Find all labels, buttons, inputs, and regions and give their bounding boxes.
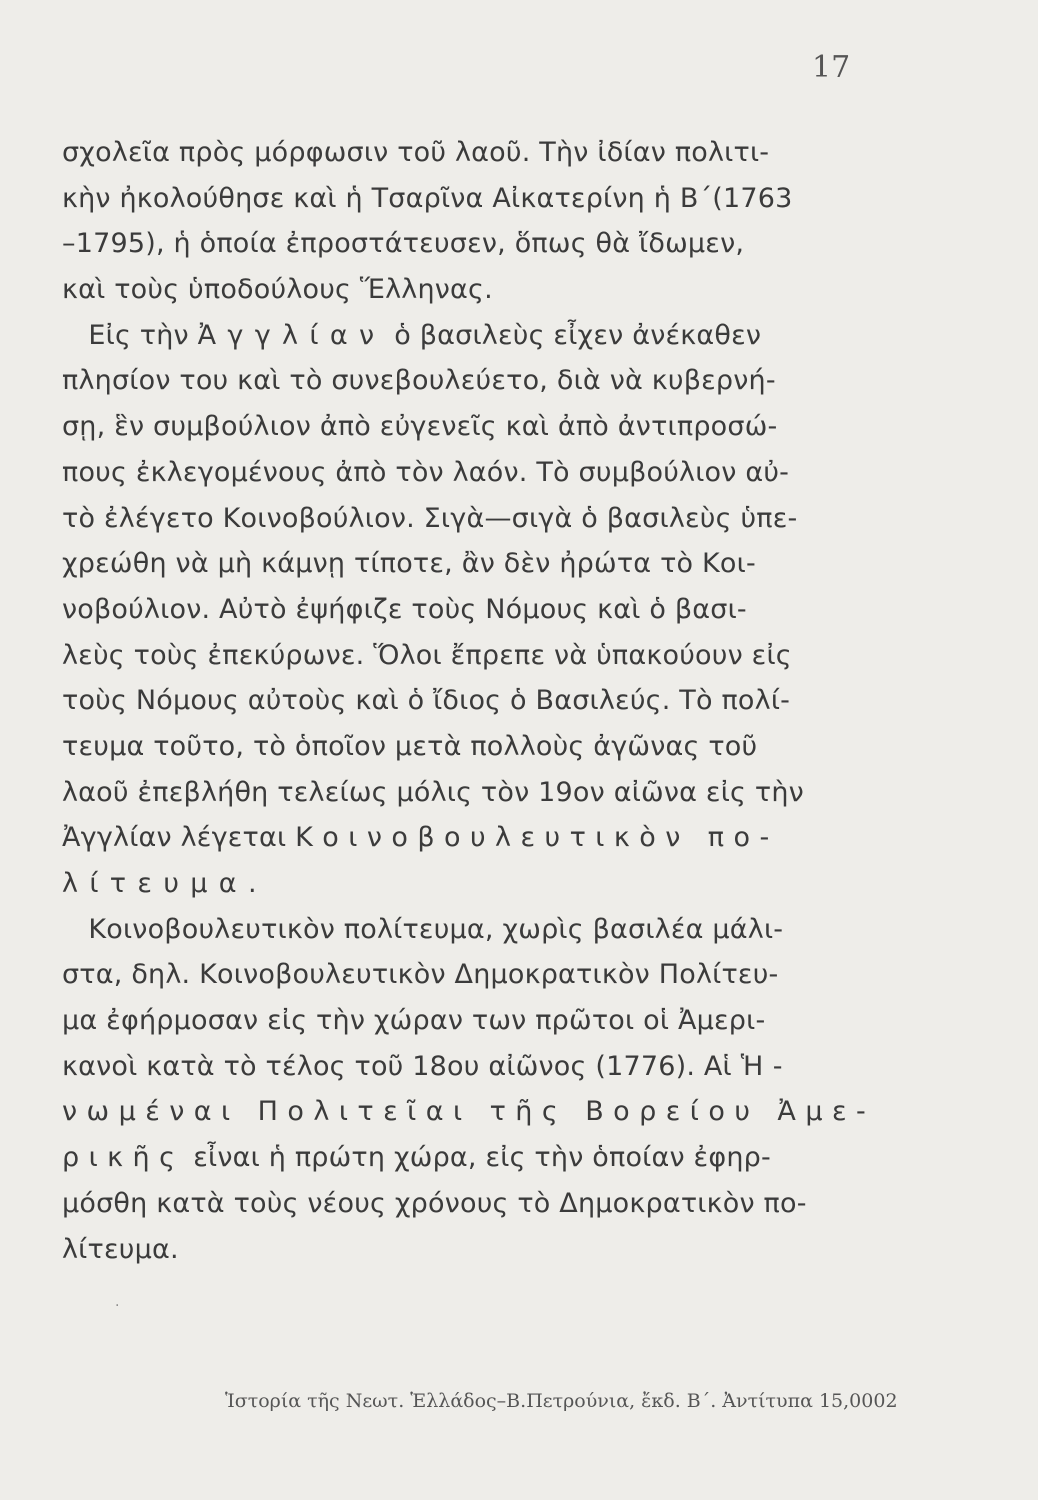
text-line: νοβούλιον. Αὐτὸ ἐψήφιζε τοὺς Νόμους καὶ ὁ βασι- [62, 593, 747, 625]
emphasized-word: Ἡ- [740, 1050, 792, 1082]
emphasized-word: ρικῆς [62, 1142, 185, 1174]
text-segment: Εἰς τὴν [62, 319, 198, 351]
signature-mark: 2 [885, 1390, 898, 1412]
text-line: Κοινοβουλευτικὸν πολίτευμα, χωρὶς βασιλέα μάλι- [62, 913, 784, 945]
text-line: σῃ, ἓν συμβούλιον ἀπὸ εὐγενεῖς καὶ ἀπὸ ἀντιπροσώ- [62, 411, 778, 443]
text-line: τοὺς Νόμους αὐτοὺς καὶ ὁ ἴδιος ὁ Βασιλεύς. Τὸ πολί- [62, 685, 791, 717]
text-line: σχολεῖα πρὸς μόρφωσιν τοῦ λαοῦ. Τὴν ἰδίαν πολιτι- [62, 137, 770, 168]
text-line: λεὺς τοὺς ἐπεκύρωνε. Ὅλοι ἔπρεπε νὰ ὑπακούουν εἰς [62, 639, 792, 671]
text-line [62, 1135, 892, 1181]
stray-mark: · [115, 1298, 120, 1314]
text-line [62, 815, 892, 861]
text-segment: Ἀγγλίαν λέγεται [62, 822, 296, 854]
body-text [62, 130, 892, 1272]
text-line: λαοῦ ἐπεβλήθη τελείως μόλις τὸν 19ον αἰῶνα εἰς τὴν [62, 776, 804, 808]
text-line: καὶ τοὺς ὑποδούλους Ἕλληνας. [62, 274, 493, 306]
emphasized-word: Ἀγγλίαν [197, 319, 386, 351]
text-line [62, 1089, 892, 1135]
text-segment: κανοὶ κατὰ τὸ τέλος τοῦ 18ου αἰῶνος (1776). Αἱ [62, 1050, 741, 1082]
text-line: –1795), ἡ ὁποία ἐπροστάτευσεν, ὅπως θὰ ἴδωμεν, [62, 228, 745, 260]
emphasized-phrase: Κοινοβουλευτικὸν πο- [295, 822, 779, 854]
page-number: 17 [812, 50, 851, 85]
emphasized-phrase: λίτευμα. [62, 868, 268, 899]
text-line [62, 1044, 892, 1090]
text-segment: ὁ βασιλεὺς εἶχεν ἀνέκαθεν [385, 319, 762, 351]
text-line: κὴν ἠκολούθησε καὶ ἡ Τσαρῖνα Αἰκατερίνη ἡ Β΄(1763 [62, 182, 793, 214]
text-line: τὸ ἐλέγετο Κοινοβούλιον. Σιγὰ—σιγὰ ὁ βασιλεὺς ὑπε- [62, 502, 798, 534]
emphasized-phrase: νωμέναι Πολιτεῖαι τῆς Βορείου Ἀμε- [62, 1096, 876, 1128]
text-line: μα ἐφήρμοσαν εἰς τὴν χώραν των πρῶτοι οἱ Ἀμερι- [62, 1005, 766, 1037]
printer-footer [225, 1390, 898, 1412]
text-line: τευμα τοῦτο, τὸ ὁποῖον μετὰ πολλοὺς ἀγῶνας τοῦ [62, 730, 758, 762]
text-segment: εἶναι ἡ πρώτη χώρα, εἰς τὴν ὁποίαν ἐφηρ- [184, 1142, 771, 1174]
footer-citation: Ἱστορία τῆς Νεωτ. Ἑλλάδος–Β.Πετρούνια, ἔκδ. Β΄. Ἀντίτυπα 15,000 [225, 1390, 886, 1412]
text-line: πλησίον του καὶ τὸ συνεβουλεύετο, διὰ νὰ κυβερνή- [62, 365, 776, 397]
text-line [62, 861, 892, 907]
text-line: στα, δηλ. Κοινοβουλευτικὸν Δημοκρατικὸν Πολίτευ- [62, 959, 779, 991]
text-line: χρεώθη νὰ μὴ κάμνῃ τίποτε, ἂν δὲν ἠρώτα τὸ Κοι- [62, 548, 756, 580]
text-line [62, 313, 892, 359]
text-line: πους ἐκλεγομένους ἀπὸ τὸν λαόν. Τὸ συμβούλιον αὐ- [62, 456, 790, 488]
text-line: μόσθη κατὰ τοὺς νέους χρόνους τὸ Δημοκρατικὸν πο- [62, 1187, 807, 1219]
text-line: λίτευμα. [62, 1233, 179, 1265]
